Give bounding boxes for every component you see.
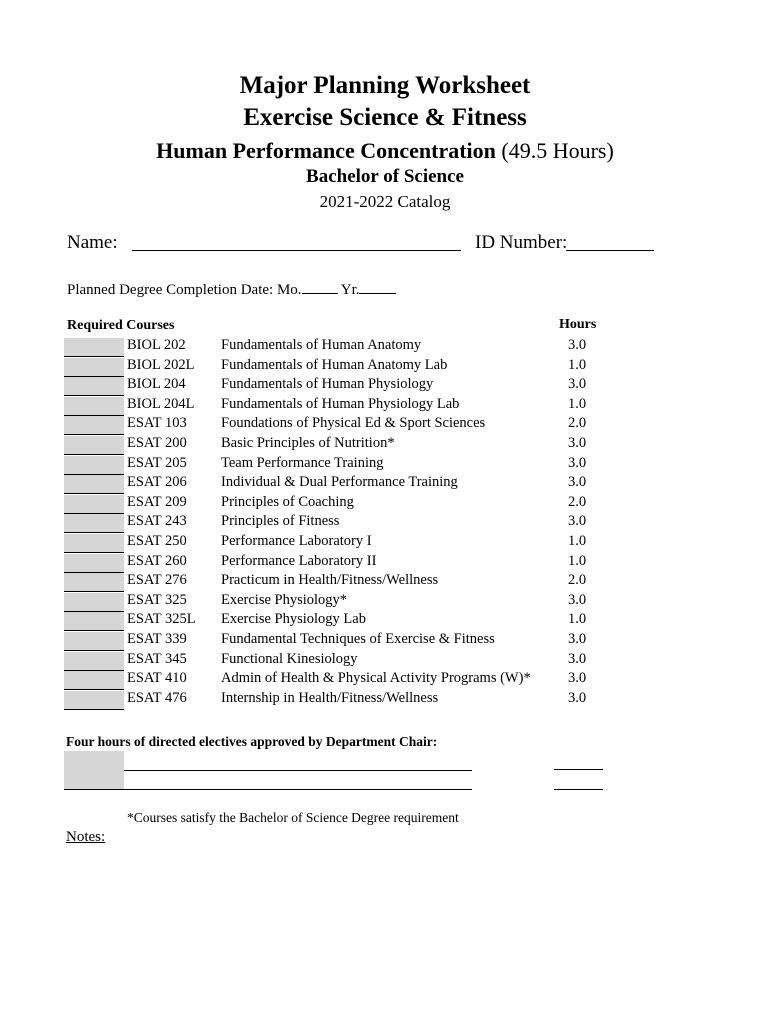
course-code: ESAT 200 [127,434,187,451]
course-completion-box[interactable] [64,436,124,455]
course-hours: 3.0 [568,513,587,530]
course-completion-box[interactable] [64,456,124,475]
course-code: ESAT 205 [127,454,187,471]
course-title: Individual & Dual Performance Training [221,474,458,491]
course-code: BIOL 204L [127,395,195,412]
course-code: ESAT 103 [127,415,187,432]
course-row [0,572,770,592]
course-row [0,376,770,396]
course-completion-box[interactable] [64,475,124,494]
course-completion-box[interactable] [64,632,124,651]
course-completion-box[interactable] [64,495,124,514]
page-title: Major Planning Worksheet [239,72,531,99]
course-row [0,396,770,416]
course-completion-box[interactable] [64,652,124,671]
course-hours: 1.0 [568,356,587,373]
course-title: Basic Principles of Nutrition* [221,434,395,451]
course-title: Exercise Physiology Lab [221,611,366,628]
course-completion-box[interactable] [64,691,124,710]
course-row [0,533,770,553]
course-row [0,651,770,671]
completion-year-label: Yr. [340,282,360,298]
required-courses-heading: Required Courses [67,318,175,333]
course-row [0,670,770,690]
course-row [0,592,770,612]
course-code: ESAT 345 [127,650,187,667]
hours-heading: Hours [559,317,597,332]
course-completion-box[interactable] [64,671,124,690]
course-code: ESAT 276 [127,572,187,589]
course-row [0,553,770,573]
concentration-name: Human Performance Concentration [156,138,496,163]
course-hours: 3.0 [568,630,587,647]
concentration-hours: (49.5 Hours) [501,138,614,163]
course-title: Fundamental Techniques of Exercise & Fitness [221,630,495,647]
name-label: Name: [67,232,118,253]
course-title: Practicum in Health/Fitness/Wellness [221,572,439,589]
course-completion-box[interactable] [64,573,124,592]
course-code: ESAT 325 [127,591,187,608]
course-completion-box[interactable] [64,338,124,357]
elective-hours-field[interactable] [554,789,603,790]
id-number-label: ID Number: [475,232,568,253]
course-hours: 2.0 [568,415,587,432]
course-code: ESAT 250 [127,532,187,549]
course-title: Internship in Health/Fitness/Wellness [221,689,439,706]
course-title: Performance Laboratory I [221,532,372,549]
concentration-heading [0,138,770,164]
course-title: Fundamentals of Human Physiology [221,376,434,393]
course-code: ESAT 260 [127,552,187,569]
catalog-year: 2021-2022 Catalog [319,192,451,211]
course-code: ESAT 476 [127,689,187,706]
id-number-field[interactable] [566,250,654,251]
course-hours: 3.0 [568,591,587,608]
course-code: ESAT 339 [127,630,187,647]
course-title: Team Performance Training [221,454,384,471]
course-title: Admin of Health & Physical Activity Programs (W)* [221,670,531,687]
course-hours: 3.0 [568,689,587,706]
course-code: ESAT 325L [127,611,196,628]
course-hours: 2.0 [568,493,587,510]
course-row [0,494,770,514]
name-field[interactable] [132,250,461,251]
completion-year-field[interactable] [359,281,396,294]
course-code: ESAT 209 [127,493,187,510]
completion-date-line [67,281,396,299]
course-title: Fundamentals of Human Physiology Lab [221,395,460,412]
course-hours: 3.0 [568,337,587,353]
course-code: ESAT 206 [127,474,187,491]
program-subtitle: Exercise Science & Fitness [243,104,527,131]
course-code: BIOL 204 [127,376,186,393]
course-row [0,611,770,631]
electives-heading: Four hours of directed electives approved by Department Chair: [66,734,438,749]
course-hours: 1.0 [568,395,587,412]
course-row [0,690,770,710]
course-title: Functional Kinesiology [221,650,358,667]
course-completion-box[interactable] [64,534,124,553]
notes-label: Notes: [66,829,106,845]
course-completion-box[interactable] [64,554,124,573]
course-row [0,474,770,494]
completion-date-label: Planned Degree Completion Date: Mo. [67,282,302,298]
course-title: Principles of Coaching [221,493,354,510]
elective-checkbox[interactable] [64,751,124,771]
course-completion-box[interactable] [64,514,124,533]
footnote: *Courses satisfy the Bachelor of Science Degree requirement [127,810,459,825]
course-hours: 1.0 [568,611,587,628]
course-code: ESAT 243 [127,513,187,530]
course-code: ESAT 410 [127,670,187,687]
course-hours: 3.0 [568,454,587,471]
elective-hours-field[interactable] [554,769,603,770]
course-row [0,513,770,533]
course-row [0,631,770,651]
course-hours: 3.0 [568,376,587,393]
course-code: BIOL 202 [127,337,186,353]
elective-course-field[interactable] [124,789,472,790]
course-title: Exercise Physiology* [221,591,348,608]
course-code: BIOL 202L [127,356,195,373]
course-row [0,357,770,377]
course-row [0,455,770,475]
course-title: Performance Laboratory II [221,552,377,569]
course-row [0,415,770,435]
course-hours: 3.0 [568,650,587,667]
course-completion-box[interactable] [64,593,124,612]
course-hours: 3.0 [568,670,587,687]
course-completion-box[interactable] [64,397,124,416]
course-row [0,435,770,455]
course-title: Fundamentals of Human Anatomy Lab [221,356,448,373]
course-hours: 1.0 [568,532,587,549]
course-completion-box[interactable] [64,612,124,631]
degree-heading: Bachelor of Science [306,166,464,187]
course-hours: 3.0 [568,434,587,451]
completion-month-field[interactable] [302,281,338,294]
course-title: Foundations of Physical Ed & Sport Sciences [221,415,486,432]
elective-checkbox[interactable] [64,770,124,790]
course-title: Fundamentals of Human Anatomy [221,337,422,353]
course-row [0,337,770,357]
course-hours: 2.0 [568,572,587,589]
course-title: Principles of Fitness [221,513,340,530]
course-completion-box[interactable] [64,377,124,396]
course-list [0,337,770,709]
course-completion-box[interactable] [64,358,124,377]
course-completion-box[interactable] [64,416,124,435]
course-hours: 1.0 [568,552,587,569]
elective-course-field[interactable] [124,770,472,771]
course-hours: 3.0 [568,474,587,491]
